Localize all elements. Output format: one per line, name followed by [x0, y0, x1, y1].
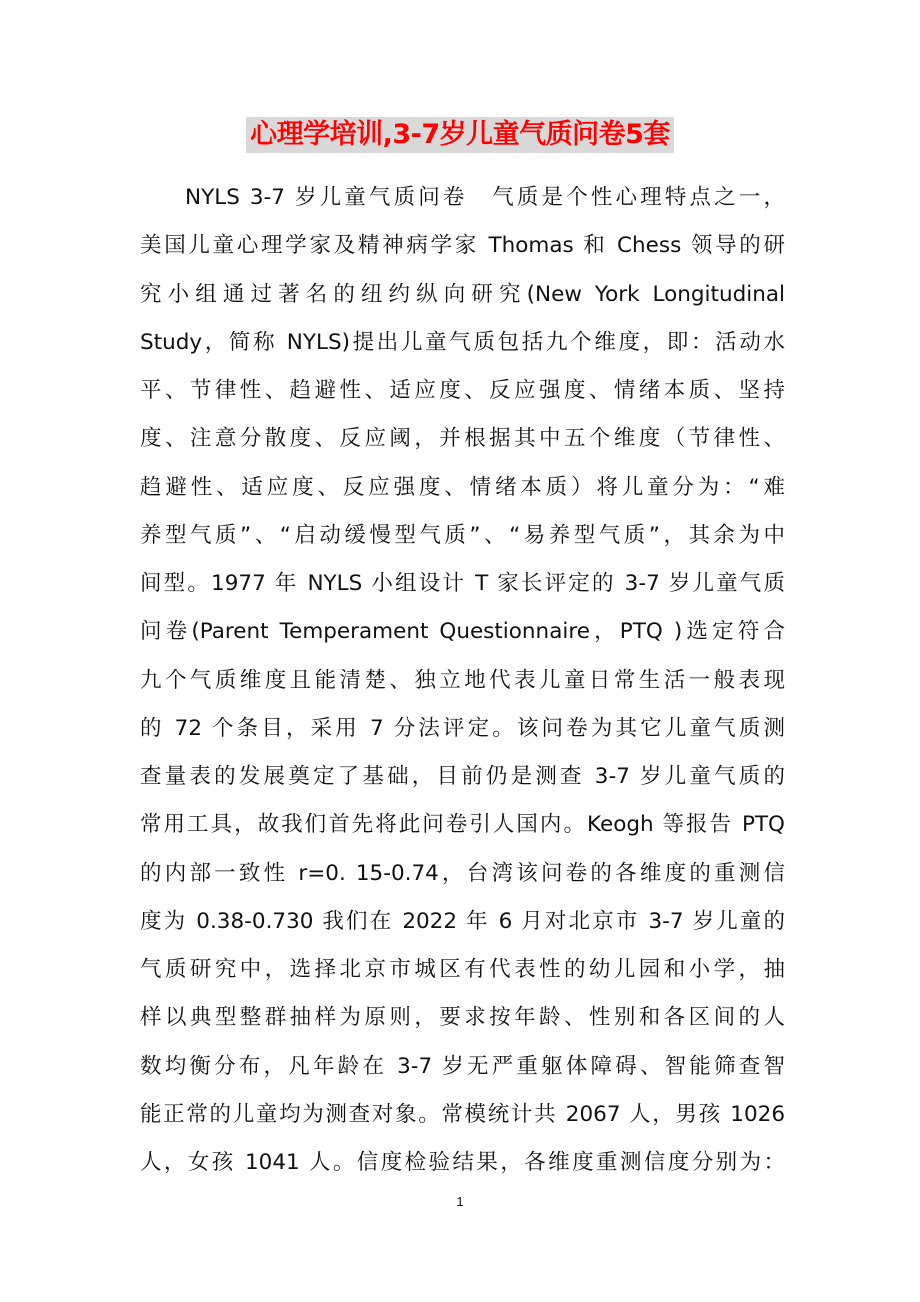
paragraph-line: 问卷(Parent Temperament Questionnaire，PTQ )选定符合: [140, 619, 785, 645]
paragraph-line: 平、节律性、趋避性、适应度、反应强度、情绪本质、坚持: [140, 378, 785, 403]
paragraph-line: 养型气质”、“启动缓慢型气质”、“易养型气质”，其余为中: [140, 522, 785, 548]
paragraph-line: 度为 0.38-0.730 我们在 2022 年 6 月对北京市 3-7 岁儿童的: [140, 908, 785, 934]
paragraph-line: 数均衡分布，凡年龄在 3-7 岁无严重躯体障碍、智能筛查智: [140, 1053, 785, 1079]
document-title: 心理学培训,3-7岁儿童气质问卷5套: [246, 117, 674, 153]
paragraph-line: 查量表的发展奠定了基础，目前仍是测查 3-7 岁儿童气质的: [140, 764, 785, 789]
paragraph-line: 趋避性、适应度、反应强度、情绪本质）将儿童分为：“难: [140, 474, 785, 500]
paragraph-line: 究小组通过著名的纽约纵向研究(New York Longitudinal: [140, 281, 785, 307]
paragraph-line: 度、注意分散度、反应阈，并根据其中五个维度（节律性、: [140, 426, 785, 452]
paragraph-line: 样以典型整群抽样为原则，要求按年龄、性别和各区间的人: [140, 1005, 785, 1031]
paragraph-line: 人，女孩 1041 人。信度检验结果，各维度重测信度分别为：: [140, 1150, 785, 1175]
paragraph-line: NYLS 3-7 岁儿童气质问卷 气质是个性心理特点之一，: [185, 185, 785, 210]
paragraph-line: 九个气质维度且能清楚、独立地代表儿童日常生活一般表现: [140, 667, 785, 693]
paragraph-line: 能正常的儿童均为测查对象。常模统计共 2067 人，男孩 1026: [140, 1101, 785, 1127]
paragraph-line: 气质研究中，选择北京市城区有代表性的幼儿园和小学，抽: [140, 957, 785, 982]
paragraph-line: Study，简称 NYLS)提出儿童气质包括九个维度，即：活动水: [140, 329, 785, 355]
document-body: [140, 178, 785, 1191]
paragraph-line: 的 72 个条目，采用 7 分法评定。该问卷为其它儿童气质测: [140, 715, 785, 741]
paragraph-line: 间型。1977 年 NYLS 小组设计 T 家长评定的 3-7 岁儿童气质: [140, 571, 785, 596]
page-number: 1: [456, 1194, 464, 1209]
paragraph-line: 常用工具，故我们首先将此问卷引人国内。Keogh 等报告 PTQ: [140, 812, 785, 838]
paragraph-line: 的内部一致性 r=0. 15-0.74，台湾该问卷的各维度的重测信: [140, 860, 785, 886]
title-container: [0, 117, 920, 153]
paragraph-line: 美国儿童心理学家及精神病学家 Thomas 和 Chess 领导的研: [140, 233, 785, 259]
